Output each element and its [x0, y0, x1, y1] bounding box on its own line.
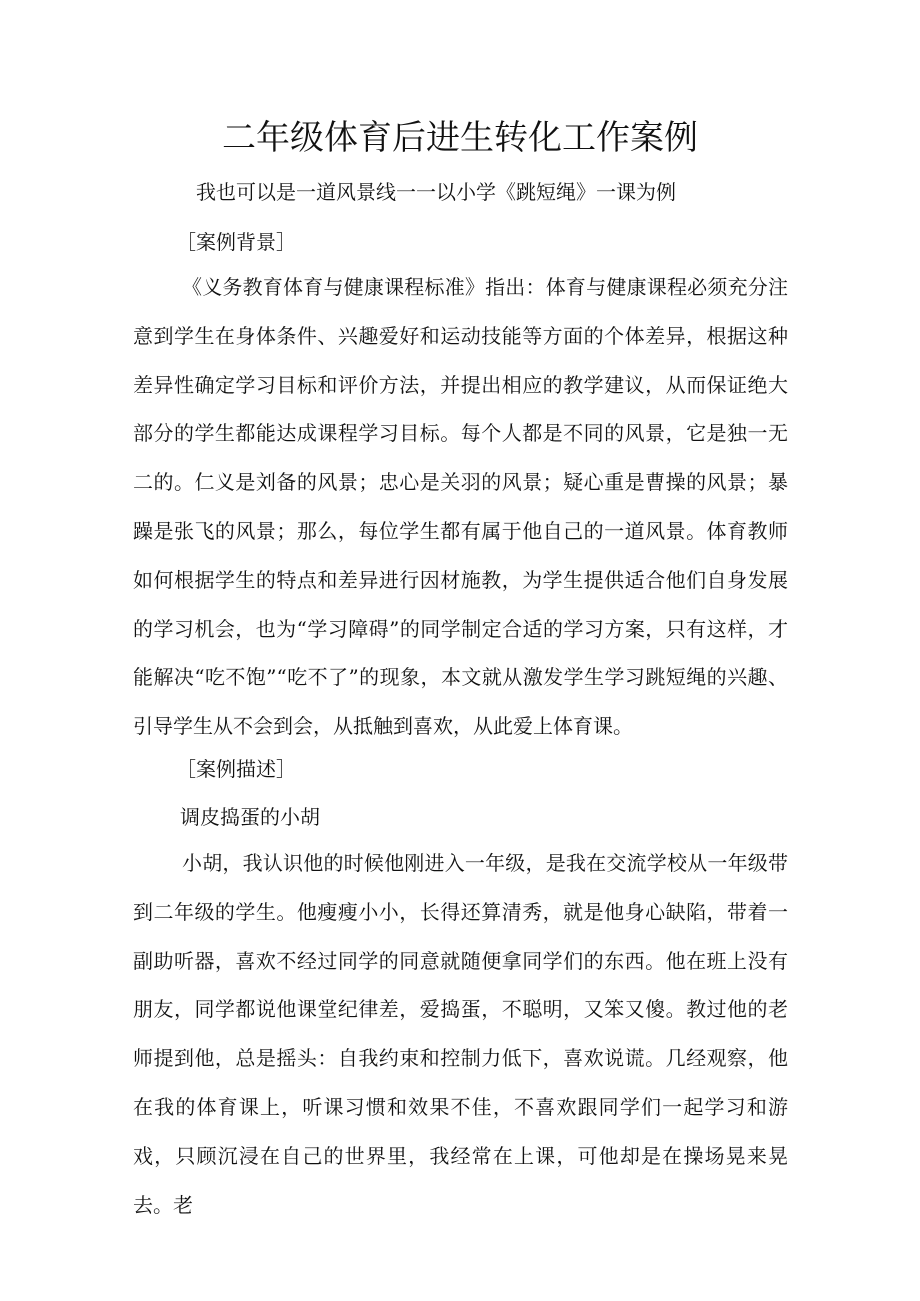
document-subtitle: 我也可以是一道风景线一一以小学《跳短绳》一课为例	[196, 180, 676, 204]
paragraph-case-description: 小胡，我认识他的时候他刚进入一年级，是我在交流学校从一年级带到二年级的学生。他瘦瘦小小，长得还算清秀，就是他身心缺陷，带着一副助听器，喜欢不经过同学的同意就随便拿同学们的东西。他在班上没有朋友，同学都说他课堂纪律差，爱捣蛋，不聪明，又笨又傻。教过他的老师提到他，总是摇头：自我约束和控制力低下，喜欢说谎。几经观察，他在我的体育课上，听课习惯和效果不佳，不喜欢跟同学们一起学习和游戏，只顾沉浸在自己的世界里，我经常在上课，可他却是在操场晃来晃去。老	[133, 851, 788, 1217]
paragraph-background: 《义务教育体育与健康课程标准》指出：体育与健康课程必须充分注意到学生在身体条件、兴趣爱好和运动技能等方面的个体差异，根据这种差异性确定学习目标和评价方法，并提出相应的教学建议，从而保证绝大部分的学生都能达成课程学习目标。每个人都是不同的风景，它是独一无二的。仁义是刘备的风景；忠心是关羽的风景；疑心重是曹操的风景；暴躁是张飞的风景；那么，每位学生都有属于他自己的一道风景。体育教师如何根据学生的特点和差异进行因材施教，为学生提供适合他们自身发展的学习机会，也为“学习障碍”的同学制定合适的学习方案，只有这样，才能解决“吃不饱”“吃不了”的现象，本文就从激发学生学习跳短绳的兴趣、引导学生从不会到会，从抵触到喜欢，从此爱上体育课。	[133, 275, 788, 739]
case-subtitle: 调皮捣蛋的小胡	[180, 805, 320, 829]
section-heading-background: ［案例背景］	[176, 230, 296, 254]
section-heading-description: ［案例描述］	[176, 757, 296, 781]
document-title: 二年级体育后进生转化工作案例	[222, 118, 698, 158]
